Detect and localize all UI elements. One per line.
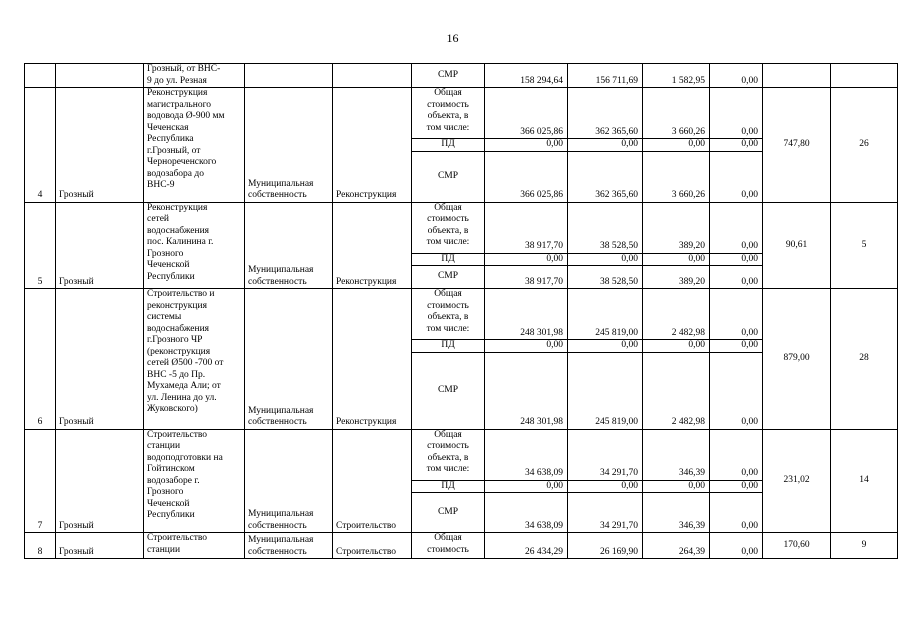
value-other: 0,00 bbox=[710, 352, 763, 429]
object-name-cell: Строительство станции водоподготовки на Гойтинском водозаборе г. Грозного Чеченской Республики bbox=[144, 429, 245, 533]
city-cell: Грозный bbox=[56, 202, 144, 289]
cost-part-label: СМР bbox=[412, 151, 485, 202]
investment-table bbox=[24, 63, 898, 559]
value-other: 0,00 bbox=[710, 253, 763, 266]
value-federal: 38 528,50 bbox=[568, 202, 643, 253]
value-federal: 34 291,70 bbox=[568, 493, 643, 533]
value-regional: 346,39 bbox=[643, 493, 710, 533]
cost-part-label: ПД bbox=[412, 480, 485, 493]
value-federal: 38 528,50 bbox=[568, 266, 643, 289]
value-total: 26 434,29 bbox=[485, 533, 568, 559]
value-other: 0,00 bbox=[710, 340, 763, 353]
table-row bbox=[25, 533, 898, 559]
value-other: 0,00 bbox=[710, 533, 763, 559]
cost-part-label: СМР bbox=[412, 64, 485, 88]
value-federal: 245 819,00 bbox=[568, 289, 643, 340]
value-regional: 2 482,98 bbox=[643, 352, 710, 429]
object-name-cell: Реконструкция магистрального водовода Ø-900 мм Чеченская Республика г.Грозный, от Чернореченского водозабора до ВНС-9 bbox=[144, 88, 245, 203]
capacity-cell bbox=[763, 64, 831, 88]
value-federal: 362 365,60 bbox=[568, 151, 643, 202]
cost-part-label: Общая стоимость объекта, в том числе: bbox=[412, 88, 485, 139]
value-federal: 0,00 bbox=[568, 139, 643, 152]
ownership-cell: Муниципальная собственность bbox=[245, 88, 333, 203]
value-regional: 389,20 bbox=[643, 266, 710, 289]
investment-table-wrap bbox=[24, 63, 898, 559]
capacity-cell: 231,02 bbox=[763, 429, 831, 533]
ownership-cell: Муниципальная собственность bbox=[245, 202, 333, 289]
table-row bbox=[25, 429, 898, 480]
row-number: 8 bbox=[25, 533, 56, 559]
value-federal: 0,00 bbox=[568, 480, 643, 493]
object-name-cell: Грозный, от ВНС- 9 до ул. Резная bbox=[144, 64, 245, 88]
value-total: 248 301,98 bbox=[485, 289, 568, 340]
work-type-cell: Реконструкция bbox=[333, 202, 412, 289]
capacity-cell: 90,61 bbox=[763, 202, 831, 289]
cost-part-label: СМР bbox=[412, 266, 485, 289]
value-total: 0,00 bbox=[485, 253, 568, 266]
value-regional: 2 482,98 bbox=[643, 289, 710, 340]
count-cell bbox=[831, 64, 898, 88]
row-number: 4 bbox=[25, 88, 56, 203]
value-regional: 0,00 bbox=[643, 480, 710, 493]
count-cell: 14 bbox=[831, 429, 898, 533]
value-other: 0,00 bbox=[710, 493, 763, 533]
value-federal: 34 291,70 bbox=[568, 429, 643, 480]
ownership-cell: Муниципальная собственность bbox=[245, 533, 333, 559]
work-type-cell: Строительство bbox=[333, 533, 412, 559]
table-row bbox=[25, 88, 898, 139]
value-other: 0,00 bbox=[710, 202, 763, 253]
value-federal: 156 711,69 bbox=[568, 64, 643, 88]
city-cell: Грозный bbox=[56, 289, 144, 430]
city-cell: Грозный bbox=[56, 88, 144, 203]
value-total: 0,00 bbox=[485, 340, 568, 353]
value-regional: 346,39 bbox=[643, 429, 710, 480]
count-cell: 28 bbox=[831, 289, 898, 430]
city-cell: Грозный bbox=[56, 533, 144, 559]
capacity-cell: 170,60 bbox=[763, 533, 831, 559]
table-row bbox=[25, 289, 898, 340]
value-regional: 0,00 bbox=[643, 340, 710, 353]
cost-part-label: СМР bbox=[412, 352, 485, 429]
value-other: 0,00 bbox=[710, 289, 763, 340]
value-federal: 362 365,60 bbox=[568, 88, 643, 139]
work-type-cell: Реконструкция bbox=[333, 289, 412, 430]
work-type-cell: Реконструкция bbox=[333, 88, 412, 203]
value-total: 158 294,64 bbox=[485, 64, 568, 88]
value-other: 0,00 bbox=[710, 88, 763, 139]
count-cell: 26 bbox=[831, 88, 898, 203]
page-number: 16 bbox=[446, 31, 459, 45]
object-name-cell: Строительство и реконструкция системы водоснабжения г.Грозного ЧР (реконструкция сетей Ø500 -700 от ВНС -5 до Пр. Мухамеда Али; от ул. Ленина до ул. Жуковского) bbox=[144, 289, 245, 430]
value-total: 0,00 bbox=[485, 480, 568, 493]
value-regional: 0,00 bbox=[643, 253, 710, 266]
row-number: 7 bbox=[25, 429, 56, 533]
count-cell: 9 bbox=[831, 533, 898, 559]
cost-part-label: Общая стоимость объекта, в том числе: bbox=[412, 202, 485, 253]
value-other: 0,00 bbox=[710, 139, 763, 152]
ownership-cell bbox=[245, 64, 333, 88]
count-cell: 5 bbox=[831, 202, 898, 289]
value-total: 34 638,09 bbox=[485, 429, 568, 480]
value-regional: 389,20 bbox=[643, 202, 710, 253]
ownership-cell: Муниципальная собственность bbox=[245, 289, 333, 430]
value-regional: 3 660,26 bbox=[643, 88, 710, 139]
value-other: 0,00 bbox=[710, 266, 763, 289]
value-other: 0,00 bbox=[710, 429, 763, 480]
row-number: 6 bbox=[25, 289, 56, 430]
cost-part-label: ПД bbox=[412, 139, 485, 152]
value-other: 0,00 bbox=[710, 151, 763, 202]
object-name-cell: Строительство станции bbox=[144, 533, 245, 559]
cost-part-label: Общая стоимость объекта, в том числе: bbox=[412, 429, 485, 480]
cost-part-label: СМР bbox=[412, 493, 485, 533]
value-total: 366 025,86 bbox=[485, 88, 568, 139]
object-name-cell: Реконструкция сетей водоснабжения пос. Калинина г. Грозного Чеченской Республики bbox=[144, 202, 245, 289]
value-total: 0,00 bbox=[485, 139, 568, 152]
value-regional: 3 660,26 bbox=[643, 151, 710, 202]
city-cell: Грозный bbox=[56, 429, 144, 533]
value-federal: 0,00 bbox=[568, 253, 643, 266]
capacity-cell: 879,00 bbox=[763, 289, 831, 430]
cost-part-label: Общая стоимость bbox=[412, 533, 485, 559]
value-regional: 1 582,95 bbox=[643, 64, 710, 88]
city-cell bbox=[56, 64, 144, 88]
value-total: 38 917,70 bbox=[485, 266, 568, 289]
value-other: 0,00 bbox=[710, 480, 763, 493]
table-body bbox=[25, 64, 898, 559]
cost-part-label: ПД bbox=[412, 340, 485, 353]
value-federal: 26 169,90 bbox=[568, 533, 643, 559]
value-total: 366 025,86 bbox=[485, 151, 568, 202]
value-regional: 0,00 bbox=[643, 139, 710, 152]
cost-part-label: ПД bbox=[412, 253, 485, 266]
value-other: 0,00 bbox=[710, 64, 763, 88]
work-type-cell: Строительство bbox=[333, 429, 412, 533]
value-federal: 0,00 bbox=[568, 340, 643, 353]
work-type-cell bbox=[333, 64, 412, 88]
table-row bbox=[25, 202, 898, 253]
value-regional: 264,39 bbox=[643, 533, 710, 559]
value-total: 248 301,98 bbox=[485, 352, 568, 429]
ownership-cell: Муниципальная собственность bbox=[245, 429, 333, 533]
capacity-cell: 747,80 bbox=[763, 88, 831, 203]
cost-part-label: Общая стоимость объекта, в том числе: bbox=[412, 289, 485, 340]
value-federal: 245 819,00 bbox=[568, 352, 643, 429]
row-number: 5 bbox=[25, 202, 56, 289]
table-row bbox=[25, 64, 898, 88]
value-total: 34 638,09 bbox=[485, 493, 568, 533]
value-total: 38 917,70 bbox=[485, 202, 568, 253]
row-number bbox=[25, 64, 56, 88]
